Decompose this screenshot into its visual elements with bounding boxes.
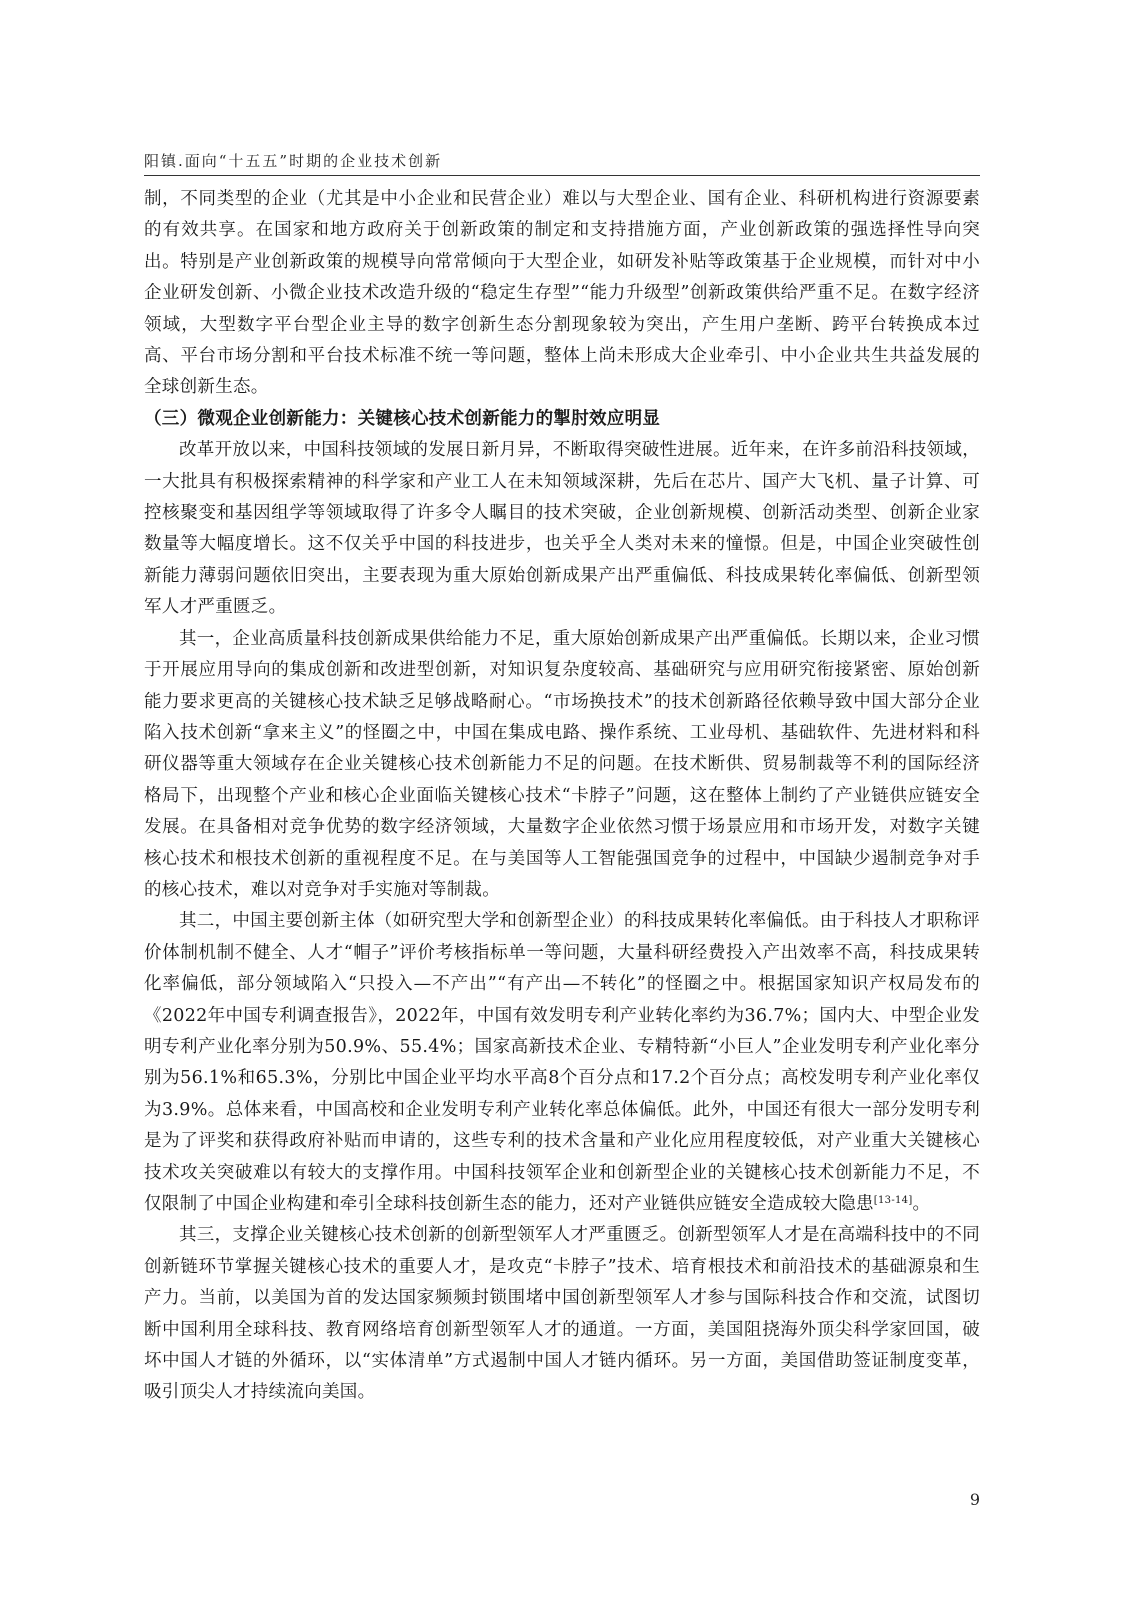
- running-header: 阳镇.面向“十五五”时期的企业技术创新: [144, 152, 443, 170]
- page-number: 9: [969, 1490, 980, 1509]
- citation-marker: [13-14]: [873, 1195, 913, 1206]
- paragraph-3: [144, 906, 980, 1220]
- paragraph-3-end: 。: [912, 1194, 931, 1214]
- paragraph-2: 其一，企业高质量科技创新成果供给能力不足，重大原始创新成果产出严重偏低。长期以来，企业习惯于开展应用导向的集成创新和改进型创新，对知识复杂度较高、基础研究与应用研究衔接紧密、原始创新能力要求更高的关键核心技术缺乏足够战略耐心。“市场换技术”的技术创新路径依赖导致中国大部分企业陷入技术创新“拿来主义”的怪圈之中，中国在集成电路、操作系统、工业母机、基础软件、先进材料和科研仪器等重大领域存在企业关键核心技术创新能力不足的问题。在技术断供、贸易制裁等不利的国际经济格局下，出现整个产业和核心企业面临关键核心技术“卡脖子”问题，这在整体上制约了产业链供应链安全发展。在具备相对竞争优势的数字经济领域，大量数字企业依然习惯于场景应用和市场开发，对数字关键核心技术和根技术创新的重视程度不足。在与美国等人工智能强国竞争的过程中，中国缺少遏制竞争对手的核心技术，难以对竞争对手实施对等制裁。: [144, 628, 980, 900]
- paragraph-1: 改革开放以来，中国科技领域的发展日新月异，不断取得突破性进展。近年来，在许多前沿科技领域，一大批具有积极探索精神的科学家和产业工人在未知领域深耕，先后在芯片、国产大飞机、量子计算、可控核聚变和基因组学等领域取得了许多令人瞩目的技术突破，企业创新规模、创新活动类型、创新企业家数量等大幅度增长。这不仅关乎中国的科技进步，也关乎全人类对未来的憧憬。但是，中国企业突破性创新能力薄弱问题依旧突出，主要表现为重大原始创新成果产出严重偏低、科技成果转化率偏低、创新型领军人才严重匮乏。: [144, 440, 980, 618]
- paragraph-4: 其三，支撑企业关键核心技术创新的创新型领军人才严重匮乏。创新型领军人才是在高端科技中的不同创新链环节掌握关键核心技术的重要人才，是攻克“卡脖子”技术、培育根技术和前沿技术的基础源泉和生产力。当前，以美国为首的发达国家频频封锁围堵中国创新型领军人才参与国际科技合作和交流，试图切断中国利用全球科技、教育网络培育创新型领军人才的通道。一方面，美国阻挠海外顶尖科学家回国，破坏中国人才链的外循环，以“实体清单”方式遏制中国人才链内循环。另一方面，美国借助签证制度变革，吸引顶尖人才持续流向美国。: [144, 1225, 980, 1403]
- paragraph-3-text: 其二，中国主要创新主体（如研究型大学和创新型企业）的科技成果转化率偏低。由于科技人才职称评价体制机制不健全、人才“帽子”评价考核指标单一等问题，大量科研经费投入产出效率不高，科技成果转化率偏低，部分领域陷入“只投入—不产出”“有产出—不转化”的怪圈之中。根据国家知识产权局发布的《2022年中国专利调查报告》，2022年，中国有效发明专利产业转化率约为36.7%；国内大、中型企业发明专利产业化率分别为50.9%、55.4%；国家高新技术企业、专精特新“小巨人”企业发明专利产业化率分别为56.1%和65.3%，分别比中国企业平均水平高8个百分点和17.2个百分点；高校发明专利产业化率仅为3.9%。总体来看，中国高校和企业发明专利产业转化率总体偏低。此外，中国还有很大一部分发明专利是为了评奖和获得政府补贴而申请的，这些专利的技术含量和产业化应用程度较低，对产业重大关键核心技术攻关突破难以有较大的支撑作用。中国科技领军企业和创新型企业的关键核心技术创新能力不足，不仅限制了中国企业构建和牵引全球科技创新生态的能力，还对产业链供应链安全造成较大隐患: [144, 911, 980, 1214]
- article-body: [144, 184, 980, 1409]
- header-rule: [144, 175, 980, 176]
- paragraph-continued: 制，不同类型的企业（尤其是中小企业和民营企业）难以与大型企业、国有企业、科研机构进行资源要素的有效共享。在国家和地方政府关于创新政策的制定和支持措施方面，产业创新政策的强选择性导向突出。特别是产业创新政策的规模导向常常倾向于大型企业，如研发补贴等政策基于企业规模，而针对中小企业研发创新、小微企业技术改造升级的“稳定生存型”“能力升级型”创新政策供给严重不足。在数字经济领域，大型数字平台型企业主导的数字创新生态分割现象较为突出，产生用户垄断、跨平台转换成本过高、平台市场分割和平台技术标准不统一等问题，整体上尚未形成大企业牵引、中小企业共生共益发展的全球创新生态。: [144, 189, 980, 398]
- section-heading: （三）微观企业创新能力：关键核心技术创新能力的掣肘效应明显: [144, 408, 661, 429]
